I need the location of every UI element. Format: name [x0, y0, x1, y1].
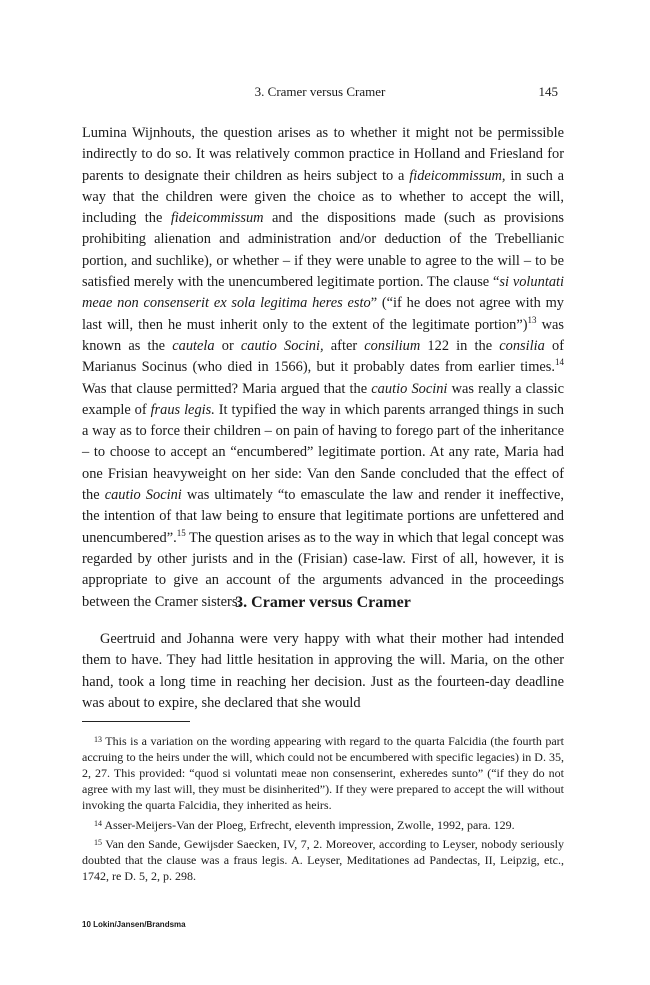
body-paragraph	[82, 123, 564, 613]
footnote-13	[82, 732, 564, 814]
footnote-number: 14	[94, 818, 102, 828]
footnote-14	[82, 816, 564, 834]
printer-signature: 10 Lokin/Jansen/Brandsma	[82, 920, 186, 929]
italic-term: cautio Socini	[104, 487, 182, 504]
footnote-text: Van den Sande, Gewijsder Saecken, IV, 7, 2. Moreover, according to Leyser, nobody seriously doubted that the clause was a fraus legis. A. Leyser, Meditationes ad Pandectas, II, Leipzig, etc., 1742, re D. 5, 2, p. 298.	[82, 837, 564, 884]
section-heading: 3. Cramer versus Cramer	[235, 594, 411, 611]
text-run: The question arises as to the way in which that legal concept was regarded by other jurists and in the (Frisian) case-law. First of all, however, it is appropriate to give an account of the arguments advanced in the proceedings between the Cramer sisters.	[82, 529, 564, 610]
footnote-15	[82, 835, 564, 885]
text-run: 122 in the	[420, 337, 500, 354]
footnote-text: Asser-Meijers-Van der Ploeg, Erfrecht, eleventh impression, Zwolle, 1992, para. 129.	[104, 817, 515, 832]
footnotes	[82, 732, 564, 887]
italic-term: consilia	[499, 337, 545, 354]
text-run: after	[323, 337, 365, 354]
text-run: was ultimately “to emasculate the law and render it ineffective, the intention of that law being to ensure that legitimate portions are unfettered and unencumbered”.	[82, 487, 565, 546]
text-run: in such a way that the children were given the choice as to whether to accept the will, including the	[82, 167, 564, 227]
footnote-divider	[82, 721, 190, 722]
text-run: or	[214, 337, 241, 354]
italic-term: cautio Socini	[371, 380, 448, 397]
text-run: Lumina Wijnhouts, the question arises as to whether it might not be permissible indirectly to do so. It was relatively common practice in Holland and Friesland for parents to designate their children as heirs subject to a	[82, 125, 564, 184]
page-number: 145	[538, 84, 558, 99]
running-title: 3. Cramer versus Cramer	[254, 84, 386, 99]
footnote-ref-15: 15	[176, 527, 186, 538]
italic-term: fideicommissum,	[409, 167, 506, 184]
italic-quote: si voluntati meae non consenserit ex sola legitima heres esto	[82, 274, 565, 312]
text-run: was known as the	[82, 316, 564, 354]
running-header	[82, 84, 558, 106]
footnote-text: This is a variation on the wording appearing with regard to the quarta Falcidia (the fourth part accruing to the heirs under the will, which could not be encumbered with specific legacies) in D. 35, 2, 27. This provided: “quod si voluntati meae non consenserint, exheredes sunto” (“if they do not agree with my last will, they must be disinherited”). If they were prepared to accept the will without invoking the quarta Falcidia, they inherited as heirs.	[82, 734, 564, 812]
body-paragraph: Geertruid and Johanna were very happy with what their mother had intended them to have. They had little hesitation in approving the will. Maria, on the other hand, took a long time in reaching her decision. Just as the fourteen-day deadline was about to expire, she declared that she would	[82, 631, 564, 711]
italic-term: cautio Socini,	[240, 337, 324, 354]
italic-term: consilium	[364, 337, 421, 354]
italic-term: fraus legis.	[150, 401, 215, 418]
text-run: It typified the way in which parents arranged things in such a way as to force their children – on pain of having to forego part of the inheritance – to choose to accept an “encumbered” legitimate portion. At any rate, Maria had one Frisian heavyweight on her side: Van den Sande concluded that the effect of the	[82, 401, 564, 504]
footnote-ref-13: 13	[527, 314, 537, 325]
italic-term: cautela	[172, 337, 215, 354]
footnote-ref-14: 14	[555, 357, 564, 368]
text-run: Was that clause permitted? Maria argued that the	[82, 380, 372, 397]
italic-term: fideicommissum	[170, 210, 264, 227]
text-run: of Marianus Socinus (who died in 1566), but it probably dates from earlier times.	[82, 337, 564, 376]
footnote-number: 15	[94, 838, 102, 848]
footnote-number: 13	[94, 735, 102, 744]
text-run: and the dispositions made (such as provisions prohibiting alienation and administration and/or deduction of the Trebellianic portion, and suchlike), or whether – if they were unable to agree to the will – to be satisfied merely with the unencumbered legitimate portion. The clause “	[82, 210, 564, 291]
text-run: was really a classic example of	[82, 380, 564, 418]
text-run: ” (“if he does not agree with my last will, then he must inherit only to the extent of the legitimate portion”)	[82, 295, 564, 333]
